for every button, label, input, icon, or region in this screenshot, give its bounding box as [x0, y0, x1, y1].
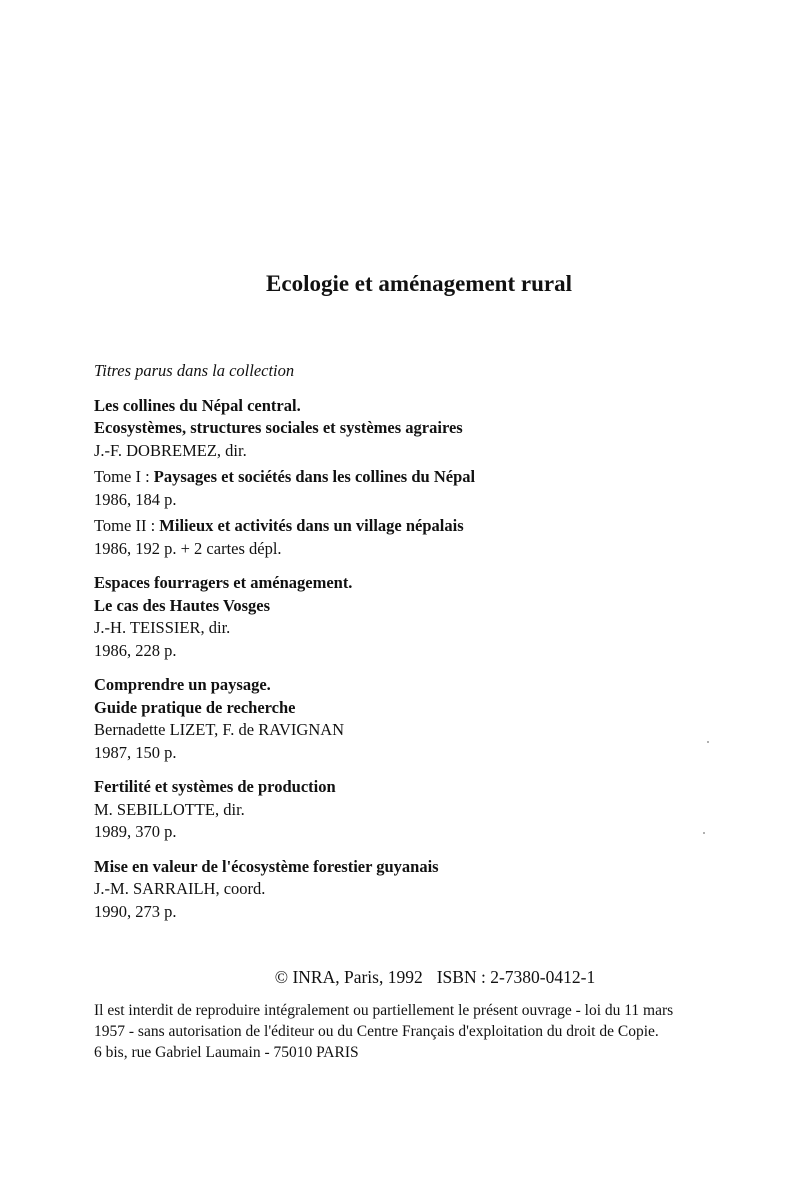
- book-title: Mise en valeur de l'écosystème forestier guyanais: [94, 856, 439, 876]
- book-subtitle: Ecosystèmes, structures sociales et systèmes agraires: [94, 418, 463, 437]
- scan-speck: [707, 741, 709, 743]
- book-author: Bernadette LIZET, F. de RAVIGNAN: [94, 720, 345, 739]
- book-details: 1987, 150 p.: [94, 742, 177, 762]
- copyright-line: [0, 967, 800, 988]
- isbn: ISBN : 2-7380-0412-1: [436, 967, 596, 987]
- copyright-publisher: © INRA, Paris, 1992: [274, 967, 423, 987]
- book-details: 1990, 273 p.: [94, 901, 177, 921]
- series-title: Ecologie et aménagement rural: [266, 271, 572, 296]
- volume-prefix: Tome I :: [94, 467, 154, 486]
- book-details: 1989, 370 p.: [94, 822, 177, 841]
- book-subtitle: Guide pratique de recherche: [94, 697, 296, 717]
- book-entry: [94, 776, 754, 844]
- scan-speck: [703, 832, 705, 834]
- book-list: [94, 360, 754, 935]
- book-title: Les collines du Népal central.: [94, 395, 301, 415]
- volume-title: Milieux et activités dans un village népalais: [159, 516, 464, 535]
- book-author: M. SEBILLOTTE, dir.: [94, 799, 245, 819]
- volume-entry: [94, 515, 754, 560]
- volume-prefix: Tome II :: [94, 516, 160, 535]
- book-entry: [94, 674, 754, 764]
- book-title: Fertilité et systèmes de production: [94, 777, 336, 796]
- legal-line: 6 bis, rue Gabriel Laumain - 75010 PARIS: [94, 1044, 359, 1061]
- book-author: J.-H. TEISSIER, dir.: [94, 618, 231, 637]
- book-title: Espaces fourragers et aménagement.: [94, 573, 353, 592]
- book-author: J.-F. DOBREMEZ, dir.: [94, 440, 247, 460]
- volume-details: 1986, 192 p. + 2 cartes dépl.: [94, 538, 282, 558]
- legal-line: Il est interdit de reproduire intégralement ou partiellement le présent ouvrage - loi du 11 mars: [94, 1002, 674, 1019]
- book-entry: [94, 572, 754, 662]
- book-details: 1986, 228 p.: [94, 640, 177, 660]
- collection-label: Titres parus dans la collection: [94, 361, 295, 380]
- book-entry: [94, 856, 754, 924]
- volume-entry: [94, 466, 754, 511]
- book-title: Comprendre un paysage.: [94, 675, 271, 694]
- volume-title: Paysages et sociétés dans les collines du Népal: [153, 467, 476, 486]
- legal-line: 1957 - sans autorisation de l'éditeur ou du Centre Français d'exploitation du droit de Copie.: [94, 1023, 659, 1040]
- book-subtitle: Le cas des Hautes Vosges: [94, 595, 271, 615]
- volume-details: 1986, 184 p.: [94, 489, 177, 509]
- legal-notice: [94, 1000, 764, 1063]
- book-author: J.-M. SARRAILH, coord.: [94, 879, 266, 898]
- book-entry: [94, 395, 754, 561]
